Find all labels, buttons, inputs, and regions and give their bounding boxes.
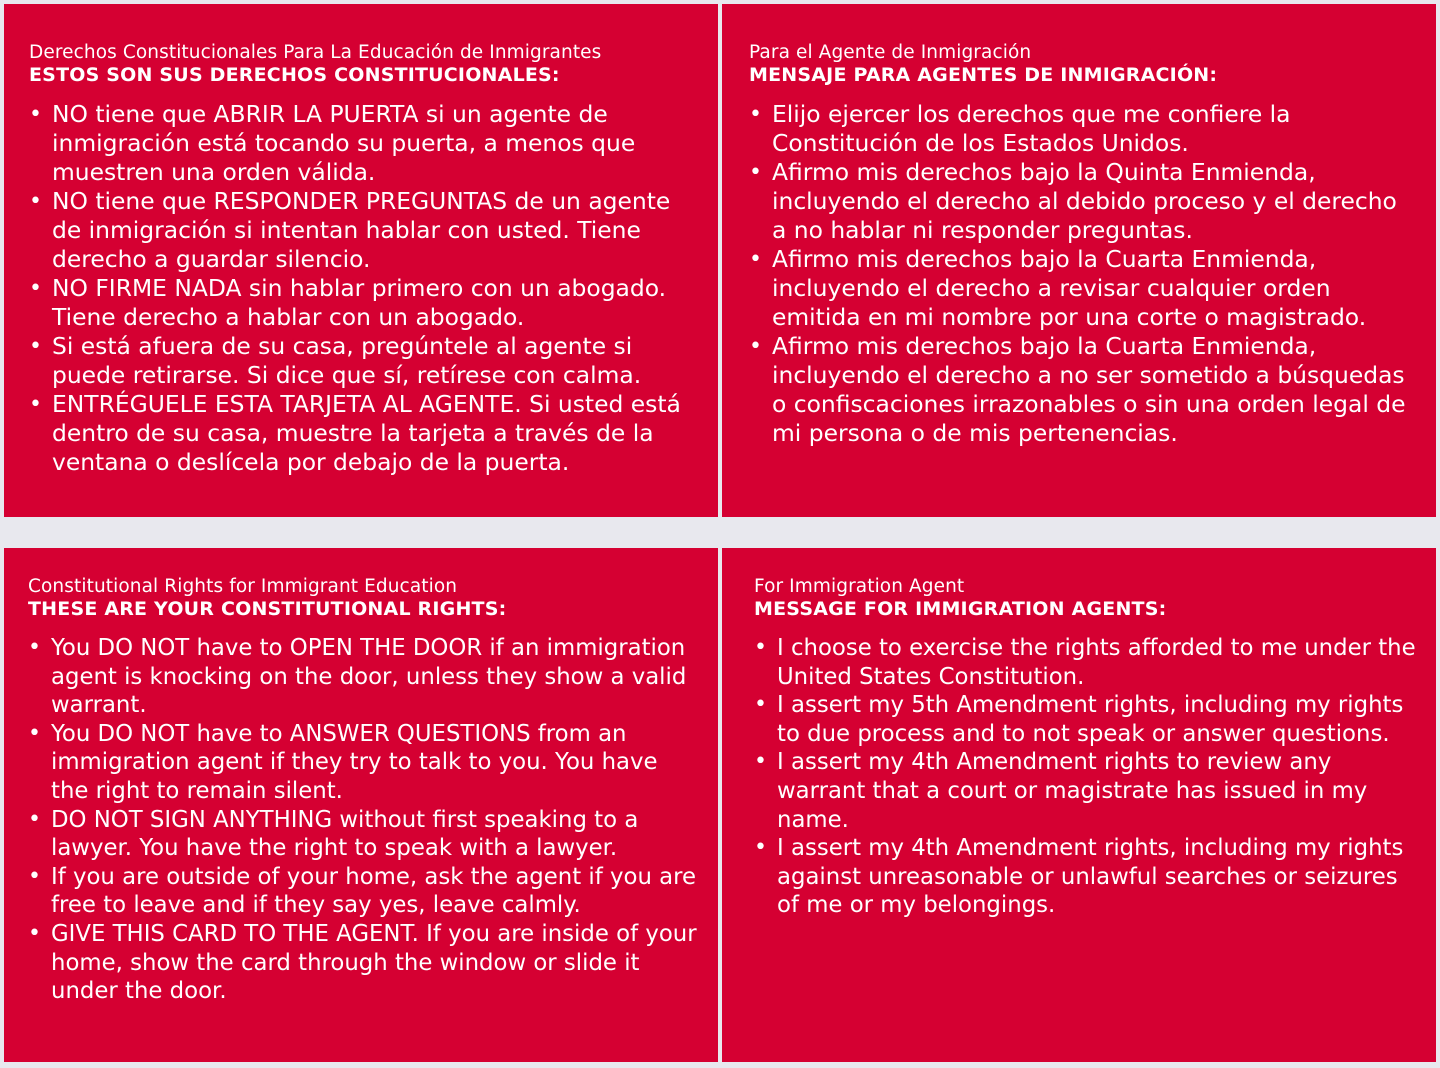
list-item: • If you are outside of your home, ask the agent if you are free to leave and if they say yes, leave calmly. xyxy=(28,863,700,920)
list-item: • NO tiene que RESPONDER PREGUNTAS de un agente de inmigración si intentan hablar con usted. Tiene derecho a guardar silencio. xyxy=(29,187,700,274)
list-item: • Afirmo mis derechos bajo la Cuarta Enmienda, incluyendo el derecho a no ser sometido a búsquedas o confiscaciones irrazonables o sin una orden legal de mi persona o de mis pertenencias. xyxy=(749,332,1418,448)
list-item: • I assert my 5th Amendment rights, including my rights to due process and to not speak or answer questions. xyxy=(754,691,1418,748)
rights-list xyxy=(29,100,700,477)
list-item: • Si está afuera de su casa, pregúntele al agente si puede retirarse. Si dice que sí, retírese con calma. xyxy=(29,332,700,390)
card-subtitle: Constitutional Rights for Immigrant Education xyxy=(28,576,458,597)
list-item: • NO FIRME NADA sin hablar primero con un abogado. Tiene derecho a hablar con un abogado. xyxy=(29,274,700,332)
card-spanish-agent-message xyxy=(722,4,1436,517)
card-subtitle: For Immigration Agent xyxy=(754,576,965,597)
list-item: • I assert my 4th Amendment rights, including my rights against unreasonable or unlawful searches or seizures of me or my belongings. xyxy=(754,834,1418,920)
card-english-rights xyxy=(4,548,718,1062)
card-heading: MESSAGE FOR IMMIGRATION AGENTS: xyxy=(754,598,1167,620)
list-item: • GIVE THIS CARD TO THE AGENT. If you are inside of your home, show the card through the window or slide it under the door. xyxy=(28,920,700,1006)
list-item: • NO tiene que ABRIR LA PUERTA si un agente de inmigración está tocando su puerta, a menos que muestren una orden válida. xyxy=(29,100,700,187)
card-heading: THESE ARE YOUR CONSTITUTIONAL RIGHTS: xyxy=(28,598,507,620)
list-item: • ENTRÉGUELE ESTA TARJETA AL AGENTE. Si usted está dentro de su casa, muestre la tarjeta a través de la ventana o deslícela por debajo de la puerta. xyxy=(29,390,700,477)
list-item: • Afirmo mis derechos bajo la Quinta Enmienda, incluyendo el derecho al debido proceso y el derecho a no hablar ni responder preguntas. xyxy=(749,158,1418,245)
list-item: • DO NOT SIGN ANYTHING without first speaking to a lawyer. You have the right to speak with a lawyer. xyxy=(28,806,700,863)
list-item: • You DO NOT have to ANSWER QUESTIONS from an immigration agent if they try to talk to you. You have the right to remain silent. xyxy=(28,720,700,806)
rights-list xyxy=(754,634,1418,920)
card-spanish-rights xyxy=(4,4,718,517)
rights-list xyxy=(749,100,1418,448)
list-item: • Afirmo mis derechos bajo la Cuarta Enmienda, incluyendo el derecho a revisar cualquier orden emitida en mi nombre por una corte o magistrado. xyxy=(749,245,1418,332)
card-subtitle: Derechos Constitucionales Para La Educación de Inmigrantes xyxy=(29,42,602,63)
card-heading: MENSAJE PARA AGENTES DE INMIGRACIÓN: xyxy=(749,64,1218,86)
list-item: • You DO NOT have to OPEN THE DOOR if an immigration agent is knocking on the door, unless they show a valid warrant. xyxy=(28,634,700,720)
list-item: • I choose to exercise the rights afforded to me under the United States Constitution. xyxy=(754,634,1418,691)
list-item: • I assert my 4th Amendment rights to review any warrant that a court or magistrate has issued in my name. xyxy=(754,748,1418,834)
rights-list xyxy=(28,634,700,1006)
card-subtitle: Para el Agente de Inmigración xyxy=(749,42,1032,63)
list-item: • Elijo ejercer los derechos que me confiere la Constitución de los Estados Unidos. xyxy=(749,100,1418,158)
card-english-agent-message xyxy=(722,548,1436,1062)
card-heading: ESTOS SON SUS DERECHOS CONSTITUCIONALES: xyxy=(29,64,560,86)
